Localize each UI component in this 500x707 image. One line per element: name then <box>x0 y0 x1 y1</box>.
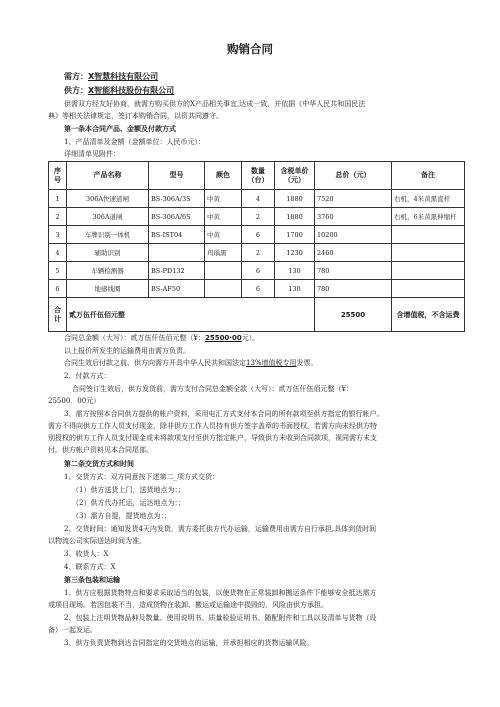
payment-line-1: 合同签订生效后，供方发货前，需方支付合同总金额全款（大写）：贰万伍仟伍佰元整（¥： <box>72 385 353 393</box>
total-note: 含增值税，不含运费 <box>392 298 465 332</box>
page-title: 购销合同 <box>227 42 273 56</box>
cell-model <box>149 244 205 262</box>
intro-line-1: 供需双方经友好协商，就需方购买供方的X产品相关事宜,达成一致，并依据《中华人民共和国民法 <box>64 100 366 108</box>
cell-model: BS-306A/3S <box>149 190 205 208</box>
cell-color: 中黄 <box>205 226 242 244</box>
transport-line: 3、供方负责货物到达合同指定的交货地点的运输，并承担相应的货物运输风险。 <box>64 639 314 647</box>
cell-no: 6 <box>49 280 67 298</box>
cell-qty: 6 <box>242 262 275 280</box>
delivery-option-1: （1）供方送货上门，送货地点为：； <box>72 486 185 494</box>
delivery-time-line-1: 2、交货时间：通知发货4天内发货，需方委托供方代办运输，运输费用由需方自行承担,具体到货时间 <box>64 525 377 533</box>
cell-no: 4 <box>49 244 67 262</box>
cell-qty: 6 <box>242 280 275 298</box>
total-label: 合计 <box>49 298 67 332</box>
delivery-option-2: （2）供方代办托运，运达地点为：； <box>72 499 185 507</box>
col-qty: 数量（台） <box>242 162 275 190</box>
cell-no: 1 <box>49 190 67 208</box>
col-name: 产品名称 <box>67 162 149 190</box>
cell-total: 3760 <box>315 208 392 226</box>
cell-note <box>392 226 465 244</box>
cell-name: 地感线圈 <box>67 280 149 298</box>
invoice-type: 13%增值税专用 <box>246 359 297 367</box>
cell-name: 306A道闸 <box>67 208 149 226</box>
payment-heading: 2、付款方式： <box>64 372 111 380</box>
packing-line-1: 1、供方应根据货物特点和要求采取适当的包装，以使货物在正常装卸和搬运条件下能够安全抵达需方 <box>64 589 377 597</box>
cell-no: 2 <box>49 208 67 226</box>
col-no: 序号 <box>49 162 67 190</box>
cell-color <box>205 262 242 280</box>
buyer-line <box>64 71 158 82</box>
invoice-suffix: 发票。 <box>296 359 318 367</box>
amount-line-2: 以上报价所发生的运输费用由需方负责。 <box>64 347 190 355</box>
cell-total: 2460 <box>315 244 392 262</box>
table-row <box>49 208 465 226</box>
payment-clause-line-2: 需方不得向供方工作人员支付现金，除非供方工作人员持有供方签字盖章的书面授权。若需方向未经供方特 <box>48 422 377 430</box>
cell-price: 1700 <box>275 226 315 244</box>
cell-no: 5 <box>49 262 67 280</box>
delivery-method: 1、交货方式：双方同意按下述第二_项方式交货： <box>64 473 219 481</box>
cell-qty: 2 <box>242 208 275 226</box>
cell-note <box>392 244 465 262</box>
cell-note: 右机，6米黄黑伸缩杆 <box>392 208 465 226</box>
cell-no: 3 <box>49 226 67 244</box>
cell-qty: 2 <box>242 244 275 262</box>
amount-suffix: 元）。 <box>241 334 260 342</box>
cell-qty: 6 <box>242 226 275 244</box>
amount-line-3 <box>64 358 318 369</box>
delivery-time-line-2: 以物流公司实际送达时间为准。 <box>48 537 146 545</box>
cell-note <box>392 280 465 298</box>
intro-line-2: 典》等相关法律规定，签订本购销合同，以资共同遵守。 <box>48 112 223 120</box>
col-model: 型号 <box>149 162 205 190</box>
article-2-heading: 第二条交货方式和时间 <box>64 460 134 468</box>
table-header-row <box>49 162 465 190</box>
supplier-line <box>64 85 174 96</box>
product-table <box>48 161 465 332</box>
packing-line-3: 2、包装上注明货物品种及数量。使用说明书、质量检验证明书、随配附件和工具以及清单与货物（设 <box>64 614 377 622</box>
receiver: 3、收货人：X <box>64 550 109 558</box>
cell-model: BS-IST04 <box>149 226 205 244</box>
table-row <box>49 280 465 298</box>
table-row <box>49 262 465 280</box>
cell-note <box>392 262 465 280</box>
cell-price: 130 <box>275 262 315 280</box>
supplier-name: X智能科技股份有限公司 <box>88 86 175 95</box>
delivery-option-3: （3）需方自提，提货地点为：； <box>72 512 171 520</box>
article-1-sub2: 详细清单见附件： <box>64 150 120 158</box>
cell-model: BS-PD132 <box>149 262 205 280</box>
cell-color: 中黄 <box>205 208 242 226</box>
amount-line-1 <box>64 333 259 344</box>
amount-words: 合同总金额（大写）：贰万伍仟伍佰元整（¥： <box>64 334 205 342</box>
cell-total: 780 <box>315 280 392 298</box>
total-words: 贰万伍仟伍佰元整 <box>67 298 315 332</box>
cell-qty: 4 <box>242 190 275 208</box>
col-color: 颜色 <box>205 162 242 190</box>
payment-line-2: 25500．00元） <box>48 397 101 405</box>
article-1-sub1: 1、产品清单及金额（金额单位：人民币元）： <box>64 138 205 146</box>
contact: 4、联系方式：X <box>64 563 116 571</box>
col-total: 总价（元） <box>315 162 392 190</box>
table-row <box>49 226 465 244</box>
total-amount: 25500 <box>315 298 392 332</box>
article-3-heading: 第三条包装和运输 <box>64 576 120 584</box>
cell-price: 1880 <box>275 208 315 226</box>
cell-name: 车辆检测器 <box>67 262 149 280</box>
invoice-text: 合同生效后付款之前，供方向需方开具中华人民共和国法定 <box>64 359 246 367</box>
supplier-label: 供方： <box>64 86 88 95</box>
amount-number: 25500·00 <box>204 334 242 342</box>
table-total-row <box>49 298 465 332</box>
payment-clause-line-3: 别授权的供方工作人员支付现金或未将款项支付至供方指定帐户，导致供方未收到合同款项，视同需方未支 <box>48 434 377 442</box>
cell-price: 1880 <box>275 190 315 208</box>
cell-model: BS-306A/6S <box>149 208 205 226</box>
table-row <box>49 190 465 208</box>
cell-name: 车牌识别一体机 <box>67 226 149 244</box>
packing-line-2: 或项目现场。若因包装不当，造成货物在装卸、搬运或运输途中损毁的，风险由供方承担。 <box>48 601 328 609</box>
packing-line-4: 备）一起发运。 <box>48 626 97 634</box>
cell-color <box>205 280 242 298</box>
cell-color: 玛瑙黑 <box>205 244 242 262</box>
cell-name: 辅助识别 <box>67 244 149 262</box>
col-price: 含税单价（元） <box>275 162 315 190</box>
payment-clause-line-4: 付。供方帐户资料见本合同尾部。 <box>48 446 153 454</box>
buyer-name: X智慧科技有限公司 <box>88 72 159 81</box>
payment-clause-line-1: 3、需方按照本合同供方提供的帐户资料，采用电汇方式支付本合同的所有款项至供方指定的银行帐户。 <box>64 410 384 418</box>
cell-total: 7520 <box>315 190 392 208</box>
cell-name: 306A快速道闸 <box>67 190 149 208</box>
col-note: 备注 <box>392 162 465 190</box>
table-row <box>49 244 465 262</box>
buyer-label: 需方： <box>64 72 88 81</box>
cell-note: 右机，4米黄黑直杆 <box>392 190 465 208</box>
article-1-heading: 第一条本合同产品、金额及付款方式 <box>64 125 176 133</box>
cell-price: 130 <box>275 280 315 298</box>
cell-price: 1230 <box>275 244 315 262</box>
cell-total: 780 <box>315 262 392 280</box>
cell-color: 中黄 <box>205 190 242 208</box>
cell-model: BS-AF50 <box>149 280 205 298</box>
cell-total: 10200 <box>315 226 392 244</box>
